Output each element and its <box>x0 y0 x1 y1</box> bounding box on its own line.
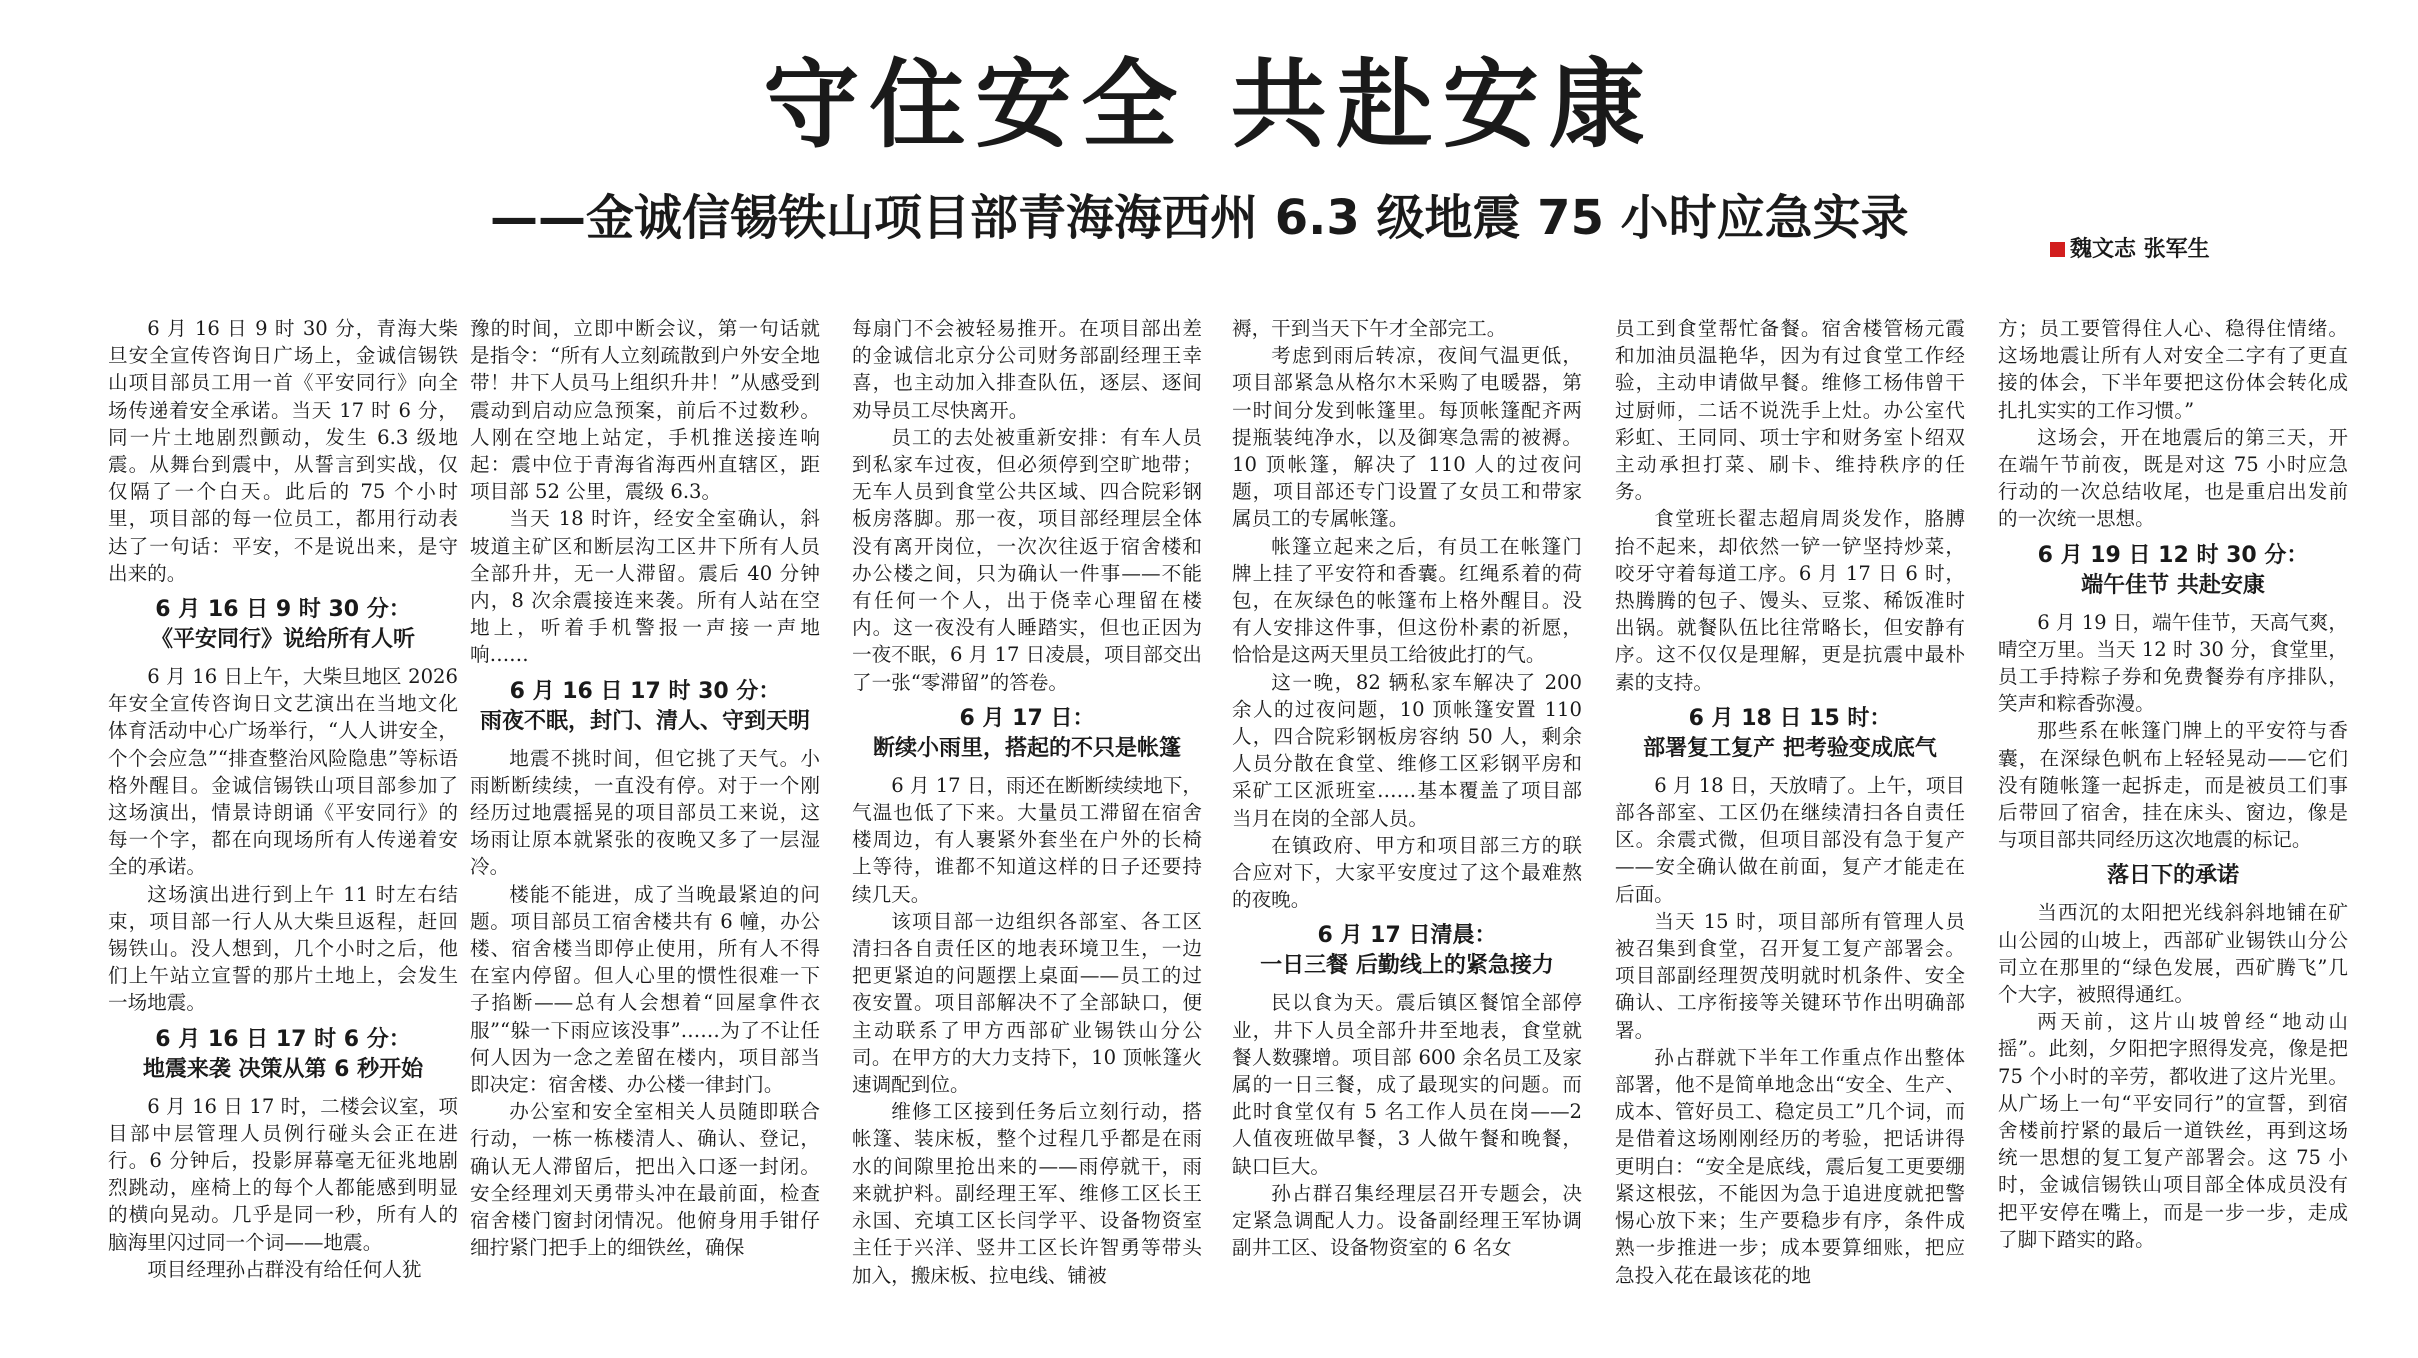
section-heading: 落日下的承诺 <box>2106 863 2239 889</box>
paragraph: 这场会，开在地震后的第三天，开在端午节前夜，既是对这 75 小时应急行动的一次总结收尾，也是重启出发前的一次统一思想。 <box>1998 425 2348 531</box>
paragraph: 办公室和安全室相关人员随即联合行动，一栋一栋楼清人、确认、登记，确认无人滞留后，把出入口逐一封闭。安全经理刘天勇带头冲在最前面，检查宿舍楼门窗封闭情况。他俯身用手钳仔细拧紧门把手上的细铁丝，确保 <box>470 1100 820 1260</box>
paragraph: 项目经理孙占群没有给任何人犹 <box>147 1257 422 1281</box>
paragraph: 6 月 16 日上午，大柴旦地区 2026 年安全宣传咨询日文艺演出在当地文化体育活动中心广场举行，“人人讲安全，个个会应急”“排查整治风险隐患”等标语格外醒目。金诚信锡铁山项目部参加了这场演出，情景诗朗诵《平安同行》的每一个字，都在向现场所有人传递着安全的承诺。 <box>108 665 458 879</box>
paragraph: 当天 15 时，项目部所有管理人员被召集到食堂，召开复工复产部署会。项目部副经理贺茂明就时机条件、安全确认、工序衔接等关键环节作出明确部署。 <box>1615 909 1965 1042</box>
paragraph: 楼能不能进，成了当晚最紧迫的问题。项目部员工宿舍楼共有 6 幢，办公楼、宿舍楼当即停止使用，所有人不得在室内停留。但人心里的惯性很难一下子掐断——总有人会想着“回屋拿件衣服”“躲一下雨应该没事”……为了不让任何人因为一念之差留在楼内，项目部当即决定：宿舍楼、办公楼一律封门。 <box>470 882 820 1097</box>
article-column-3 <box>852 315 1202 1345</box>
paragraph: 孙占群就下半年工作重点作出整体部署，他不是简单地念出“安全、生产、成本、管好员工、稳定员工”几个词，而是借着这场刚刚经历的考验，把话讲得更明白：“安全是底线，震后复工更要绷紧这根弦，不能因为急于追进度就把警惕心放下来；生产要稳步有序，条件成熟一步推进一步；成本要算细账，把应急投入花在最该花的地 <box>1615 1045 1965 1287</box>
paragraph: 豫的时间，立即中断会议，第一句话就是指令：“所有人立刻疏散到户外安全地带！井下人员马上组织升井！”从感受到震动到启动应急预案，前后不过数秒。人刚在空地上站定，手机推送接连响起：震中位于青海省海西州直辖区，距项目部 52 公里，震级 6.3。 <box>470 317 820 504</box>
author-byline <box>2050 232 2210 263</box>
paragraph: 帐篷立起来之后，有员工在帐篷门牌上挂了平安符和香囊。红绳系着的荷包，在灰绿色的帐篷布上格外醒目。没有人安排这件事，但这份朴素的祈愿，恰恰是这两天里员工给彼此打的气。 <box>1232 534 1582 667</box>
author-names: 魏文志 张军生 <box>2070 237 2210 262</box>
paragraph: 每扇门不会被轻易推开。在项目部出差的金诚信北京分公司财务部副经理王幸喜，也主动加入排查队伍，逐层、逐间劝导员工尽快离开。 <box>852 317 1202 422</box>
article-column-2 <box>470 315 820 1345</box>
section-heading: 6 月 16 日 17 时 6 分： 地震来袭 决策从第 6 秒开始 <box>142 1026 424 1082</box>
paragraph: 这一晚，82 辆私家车解决了 200 余人的过夜问题，10 顶帐篷安置 110 人，四合院彩钢板房容纳 50 人，剩余人员分散在食堂、维修工区彩钢平房和采矿工区派班室……基本覆盖了项目部当月在岗的全部人员。 <box>1232 670 1582 830</box>
paragraph: 方；员工要管得住人心、稳得住情绪。这场地震让所有人对安全二字有了更直接的体会，下半年要把这份体会转化成扎扎实实的工作习惯。” <box>1998 317 2348 422</box>
red-square-marker <box>2050 242 2065 257</box>
headline-title: 守住安全 共赴安康 <box>763 48 1655 161</box>
paragraph: 6 月 18 日，天放晴了。上午，项目部各部室、工区仍在继续清扫各自责任区。余震式微，但项目部没有急于复产——安全确认做在前面，复产才能走在后面。 <box>1615 773 1965 906</box>
section-heading: 6 月 17 日清晨： 一日三餐 后勤线上的紧急接力 <box>1260 923 1554 979</box>
paragraph: 那些系在帐篷门牌上的平安符与香囊，在深绿色帆布上轻轻晃动——它们没有随帐篷一起拆走，而是被员工们事后带回了宿舍，挂在床头、窗边，像是与项目部共同经历这次地震的标记。 <box>1998 719 2348 852</box>
paragraph: 这场演出进行到上午 11 时左右结束，项目部一行人从大柴旦返程，赶回锡铁山。没人想到，几个小时之后，他们上午站立宣誓的那片土地上，会发生一场地震。 <box>108 882 458 1015</box>
headline-subtitle: ——金诚信锡铁山项目部青海海西州 6.3 级地震 75 小时应急实录 <box>490 190 1909 246</box>
section-heading: 6 月 17 日： 断续小雨里，搭起的不只是帐篷 <box>872 705 1181 761</box>
paragraph: 民以食为天。震后镇区餐馆全部停业，井下人员全部升井至地表，食堂就餐人数骤增。项目部 600 余名员工及家属的一日三餐，成了最现实的问题。而此时食堂仅有 5 名工作人员在岗——2 人值夜班做早餐，3 人做午餐和晚餐，缺口巨大。 <box>1232 991 1582 1178</box>
paragraph: 维修工区接到任务后立刻行动，搭帐篷、装床板，整个过程几乎都是在雨水的间隙里抢出来的——雨停就干，雨来就护料。副经理王军、维修工区长王永国、充填工区长闫学平、设备物资室主任于兴洋、竖井工区长许智勇等带头加入，搬床板、拉电线、铺被 <box>852 1100 1202 1287</box>
paragraph: 食堂班长翟志超肩周炎发作，胳膊抬不起来，却依然一铲一铲坚持炒菜，咬牙守着每道工序。6 月 17 日 6 时，热腾腾的包子、馒头、豆浆、稀饭准时出锅。就餐队伍比往常略长，但安静有序。这不仅仅是理解，更是抗震中最朴素的支持。 <box>1615 507 1965 694</box>
paragraph: 6 月 19 日，端午佳节，天高气爽，晴空万里。当天 12 时 30 分，食堂里，员工手持粽子券和免费餐券有序排队，笑声和粽香弥漫。 <box>1998 610 2348 716</box>
paragraph: 6 月 17 日，雨还在断断续续地下，气温也低了下来。大量员工滞留在宿舍楼周边，有人裹紧外套坐在户外的长椅上等待，谁都不知道这样的日子还要持续几天。 <box>852 773 1202 906</box>
paragraph: 当西沉的太阳把光线斜斜地铺在矿山公园的山坡上，西部矿业锡铁山分公司立在那里的“绿色发展，西矿腾飞”几个大字，被照得通红。 <box>1998 901 2348 1007</box>
section-heading: 6 月 16 日 17 时 30 分： 雨夜不眠，封门、清人、守到天明 <box>479 678 810 734</box>
paragraph: 两天前，这片山坡曾经“地动山摇”。此刻，夕阳把字照得发亮，像是把 75 个小时的辛劳，都收进了这片光里。从广场上一句“平安同行”的宣誓，到宿舍楼前拧紧的最后一道铁丝，再到这场统一思想的复工复产部署会。这 75 小时，金诚信锡铁山项目部全体成员没有把平安停在嘴上，而是一步一步，走成了脚下踏实的路。 <box>1998 1010 2348 1251</box>
paragraph: 考虑到雨后转凉，夜间气温更低，项目部紧急从格尔木采购了电暖器，第一时间分发到帐篷里。每顶帐篷配齐两提瓶装纯净水，以及御寒急需的被褥。10 顶帐篷，解决了 110 人的过夜问题，项目部还专门设置了女员工和带家属员工的专属帐篷。 <box>1232 344 1582 531</box>
article-column-6 <box>1998 315 2348 1345</box>
section-heading: 6 月 19 日 12 时 30 分： 端午佳节 共赴安康 <box>2037 542 2309 598</box>
paragraph: 员工的去处被重新安排：有车人员到私家车过夜，但必须停到空旷地带；无车人员到食堂公共区域、四合院彩钢板房落脚。那一夜，项目部经理层全体没有离开岗位，一次次往返于宿舍楼和办公楼之间，只为确认一件事——不能有任何一个人，出于侥幸心理留在楼内。这一夜没有人睡踏实，但也正因为一夜不眠，6 月 17 日凌晨，项目部交出了一张“零滞留”的答卷。 <box>852 425 1202 694</box>
paragraph: 该项目部一边组织各部室、各工区清扫各自责任区的地表环境卫生，一边把更紧迫的问题摆上桌面——员工的过夜安置。项目部解决不了全部缺口，便主动联系了甲方西部矿业锡铁山分公司。在甲方的大力支持下，10 顶帐篷火速调配到位。 <box>852 909 1202 1097</box>
article-column-5 <box>1615 315 1965 1345</box>
paragraph: 褥，干到当天下午才全部完工。 <box>1232 317 1507 340</box>
paragraph: 员工到食堂帮忙备餐。宿舍楼管杨元霞和加油员温艳华，因为有过食堂工作经验，主动申请做早餐。维修工杨伟曾干过厨师，二话不说洗手上灶。办公室代彩虹、王同同、项士宇和财务室卜绍双主动承担打菜、刷卡、维持秩序的任务。 <box>1615 317 1965 504</box>
paragraph: 孙占群召集经理层召开专题会，决定紧急调配人力。设备副经理王军协调副井工区、设备物资室的 6 名女 <box>1232 1181 1582 1260</box>
paragraph: 当天 18 时许，经安全室确认，斜坡道主矿区和断层沟工区井下所有人员全部升井，无一人滞留。震后 40 分钟内，8 次余震接连来袭。所有人站在空地上，听着手机警报一声接一声地响…… <box>470 507 820 667</box>
section-heading: 6 月 18 日 15 时： 部署复工复产 把考验变成底气 <box>1643 705 1937 761</box>
section-heading: 6 月 16 日 9 时 30 分： 《平安同行》说给所有人听 <box>150 597 415 653</box>
article-column-1 <box>108 315 458 1345</box>
article-column-4 <box>1232 315 1582 1345</box>
paragraph: 地震不挑时间，但它挑了天气。小雨断断续续，一直没有停。对于一个刚经历过地震摇晃的项目部员工来说，这场雨让原本就紧张的夜晚又多了一层湿冷。 <box>470 746 820 879</box>
paragraph: 在镇政府、甲方和项目部三方的联合应对下，大家平安度过了这个最难熬的夜晚。 <box>1232 833 1582 912</box>
paragraph: 6 月 16 日 17 时，二楼会议室，项目部中层管理人员例行碰头会正在进行。6 分钟后，投影屏幕毫无征兆地剧烈跳动，座椅上的每个人都能感到明显的横向晃动。几乎是同一秒，所有人的脑海里闪过同一个词——地震。 <box>108 1094 458 1254</box>
paragraph: 6 月 16 日 9 时 30 分，青海大柴旦安全宣传咨询日广场上，金诚信锡铁山项目部员工用一首《平安同行》向全场传递着安全承诺。当天 17 时 6 分，同一片土地剧烈颤动，发生 6.3 级地震。从舞台到震中，从誓言到实战，仅仅隔了一个白天。此后的 75 个小时里，项目部的每一位员工，都用行动表达了一句话：平安，不是说出来，是守出来的。 <box>108 317 458 585</box>
